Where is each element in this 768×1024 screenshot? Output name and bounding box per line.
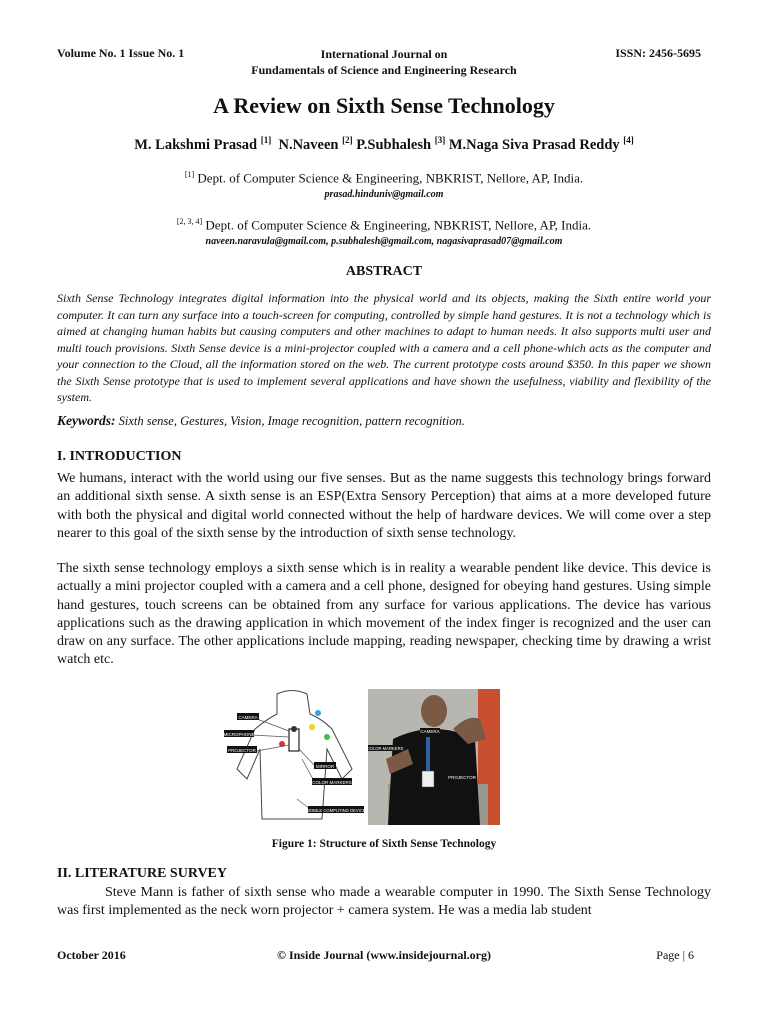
figure-caption: Figure 1: Structure of Sixth Sense Technology [271,838,497,850]
affiliation-1-email: prasad.hinduniv@gmail.com [324,189,444,200]
keywords [57,413,711,429]
affiliation-text: Dept. of Computer Science & Engineering, NBKRIST, Nellore, AP, India. [197,170,584,186]
diagram-label-camera: CAMERA [238,715,258,720]
photo-label-projector: PROJECTOR [448,775,476,780]
affiliation-2 [0,217,768,233]
abstract-text: Sixth Sense Technology integrates digital information into the physical world and its objects, making the Sixth entire world your computer. It can turn any surface into a touch-screen for computing, controlled by simple hand gestures. It is not a technology which is aimed at changing human habits but causing computers and other machines to adapt to human needs. It also supports multi user and multi touch provisions. Sixth Sense device is a mini-projector coupled with a camera and a cell phone-which acts as the computer and your connection to the Cloud, all the information stored on the web. The current prototype costs around $350. In this paper we shown the Sixth Sense prototype that is used to implement several applications and have shown the usefulness, viability and flexibility of the system. [57,291,711,404]
author-ref: [3] [434,135,446,145]
diagram-label-mirror: MIRROR [315,764,335,769]
intro-paragraph-1: We humans, interact with the world using our five senses. But as the name suggests this technology brings forward an additional sixth sense. A sixth sense is an ESP(Extra Sensory Perception) that aims at a more developed future with both the physical and digital world connected without the help of hardware devices. We will come over a step nearer to this goal of the sixth sense by the introduction of sixth sense technology. [57,471,711,541]
affiliation-1 [0,170,768,186]
photo-label-camera: CAMERA [420,729,440,734]
affiliation-text: Dept. of Computer Science & Engineering, NBKRIST, Nellore, AP, India. [205,217,592,233]
header-volume: Volume No. 1 Issue No. 1 [57,46,185,60]
author-name: N.Naveen [278,136,339,153]
section-heading-literature: II. LITERATURE SURVEY [57,866,228,881]
abstract-heading: ABSTRACT [345,264,423,279]
header-issn: ISSN: 2456-5695 [615,46,701,60]
header-journal-line2: Fundamentals of Science and Engineering Research [251,63,517,77]
author-name: P.Subhalesh [356,136,432,153]
paper-title: A Review on Sixth Sense Technology [213,93,555,118]
figure-photo [368,689,500,825]
author-name: M. Lakshmi Prasad [134,136,258,153]
diagram-label-color-markers: COLOR MARKERS [312,780,352,785]
sixth-sense-diagram [222,689,365,825]
affiliation-2-email: naveen.naravula@gmail.com, p.subhalesh@gmail.com, nagasivaprasad07@gmail.com [205,236,563,247]
keywords-label: Keywords: [57,413,116,428]
diagram-label-microphone: MICROPHONE [223,732,255,737]
sixth-sense-photo [368,689,500,825]
diagram-label-projector: PROJECTOR [228,748,256,753]
author-ref: [2] [342,135,353,145]
footer-page-number: Page | 6 [656,948,694,962]
section-heading-introduction: I. INTRODUCTION [57,449,182,464]
intro-paragraph-2: The sixth sense technology employs a sixth sense which is in reality a wearable pendent like device. This device is actually a mini projector coupled with a camera and a cell phone, designed for obeying hand gestures. Using simple hand gestures, touch screens can be obtained from any surface for various applications. The device has various applications such as the drawing application in which movement of the index finger is recognized and the user can draw on any surface. The other applications include mapping, reading newspaper, checking time by drawing a wrist watch etc. [57,561,711,668]
author-name: M.Naga Siva Prasad Reddy [448,136,620,153]
footer-copyright: © Inside Journal (www.insidejournal.org) [277,948,491,962]
diagram-label-mobile-device: MOBILE COMPUTING DEVICE [306,808,365,813]
author-ref: [1] [260,135,272,145]
literature-text: Steve Mann is father of sixth sense who made a wearable computer in 1990. The Sixth Sense Technology was first implemented as the neck worn projector + camera system. He was a media lab student [57,885,711,919]
keywords-text: Sixth sense, Gestures, Vision, Image recognition, pattern recognition. [118,414,465,428]
footer-date: October 2016 [57,948,126,962]
affiliation-ref: [2, 3, 4] [176,217,203,226]
header-journal-line1: International Journal on [320,47,448,61]
photo-label-color-markers: COLOR MARKERS [368,746,404,751]
figure-diagram [222,689,365,825]
author-list [0,135,768,154]
header-journal [200,46,568,78]
affiliation-ref: [1] [184,170,195,179]
literature-paragraph [57,884,711,921]
author-ref: [4] [623,135,634,145]
